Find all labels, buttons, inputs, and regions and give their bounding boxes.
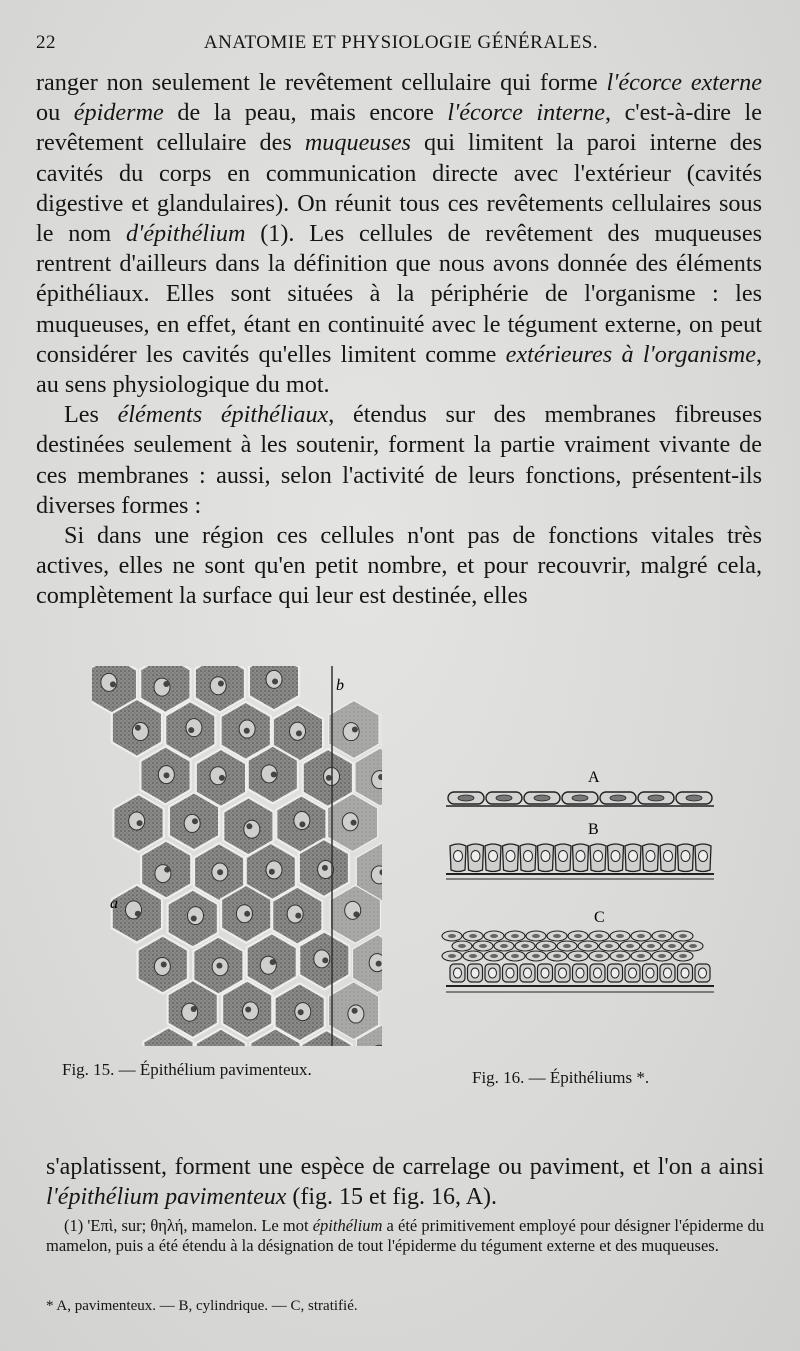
fig16-label-A: A: [588, 770, 600, 786]
strat-nucleus: [490, 934, 498, 938]
strat-nucleus: [647, 944, 655, 948]
italic-run: extérieures à l'organisme: [505, 340, 756, 368]
cylinder-nucleus: [646, 851, 655, 862]
cell-nucleolus: [298, 1009, 304, 1015]
cell-nucleolus: [352, 726, 358, 732]
strat-basal-nucleus: [506, 968, 514, 978]
strat-basal-nucleus: [541, 968, 549, 978]
text-run: de la peau, mais encore: [163, 99, 448, 127]
strat-basal-nucleus: [471, 968, 479, 978]
cell-nucleolus: [271, 772, 277, 778]
text-run: , c'est-à-dire le revêtement cellulaire des: [36, 99, 763, 157]
strat-basal-nucleus: [664, 968, 672, 978]
text-run: a été primitivement employé pour désigner l'épiderme du mamelon, puis a été étendu à la désignation de tout l'épiderme du tégument externe et des muqueuses.: [46, 1216, 764, 1255]
text-run: (1) 'Επὶ, sur; θηλή, mamelon. Le mot: [64, 1216, 313, 1235]
cell-nucleolus: [219, 775, 225, 781]
fig15-cell: [141, 841, 191, 899]
cell-nucleus: [188, 907, 204, 925]
fig15-label-a: a: [110, 895, 118, 912]
cell-nucleolus: [216, 963, 222, 969]
cell-nucleolus: [376, 961, 382, 967]
cell-nucleolus: [161, 962, 167, 968]
cell-nucleolus: [164, 867, 170, 873]
strat-basal-nucleus: [524, 968, 532, 978]
cell-nucleolus: [246, 823, 252, 829]
strat-nucleus: [689, 944, 697, 948]
strat-nucleus: [448, 954, 456, 958]
cell-nucleolus: [244, 728, 250, 734]
strat-nucleus: [637, 934, 645, 938]
strat-nucleus: [469, 934, 477, 938]
strat-nucleus: [542, 944, 550, 948]
paragraph: [36, 68, 762, 400]
page-number: 22: [36, 32, 56, 53]
italic-run: l'épithélium pavimenteux: [46, 1184, 287, 1210]
strat-basal-nucleus: [611, 968, 619, 978]
cylinder-nucleus: [559, 851, 568, 862]
flat-nucleus: [458, 795, 474, 801]
strat-basal-nucleus: [489, 968, 497, 978]
strat-basal-nucleus: [646, 968, 654, 978]
cell-nucleolus: [351, 820, 357, 826]
strat-basal-nucleus: [629, 968, 637, 978]
flat-nucleus: [572, 795, 588, 801]
body-text-continued: [46, 1152, 764, 1212]
cylinder-nucleus: [611, 851, 620, 862]
cell-nucleolus: [326, 775, 332, 781]
fig15-cell: [168, 890, 218, 948]
italic-run: l'écorce interne: [447, 99, 605, 127]
fig15-cells: [92, 666, 382, 1046]
strat-nucleus: [626, 944, 634, 948]
footnote-star: * A, pavimenteux. — B, cylindrique. — C, stratifié.: [46, 1298, 358, 1314]
strat-nucleus: [511, 934, 519, 938]
fig15-cell: [249, 666, 299, 711]
fig15-cell: [138, 936, 188, 994]
italic-run: l'écorce externe: [606, 69, 762, 96]
figure-16-epitheliums: [436, 770, 716, 1010]
strat-nucleus: [595, 934, 603, 938]
cylinder-nucleus: [576, 851, 585, 862]
cell-nucleus: [184, 814, 200, 832]
cell-nucleolus: [135, 911, 141, 917]
strat-nucleus: [469, 954, 477, 958]
cylinder-nucleus: [489, 851, 498, 862]
fig15-label-b: b: [336, 677, 344, 694]
cell-nucleolus: [188, 727, 194, 733]
flat-nucleus: [610, 795, 626, 801]
cylinder-nucleus: [471, 851, 480, 862]
cell-nucleolus: [352, 1008, 358, 1014]
cell-nucleolus: [245, 1006, 251, 1012]
strat-nucleus: [511, 954, 519, 958]
strat-nucleus: [448, 934, 456, 938]
strat-nucleus: [574, 934, 582, 938]
cell-nucleus: [260, 956, 276, 974]
fig16-row-stratified: [442, 931, 714, 992]
cell-nucleolus: [270, 959, 276, 965]
cell-nucleus: [154, 678, 170, 696]
cell-nucleolus: [191, 1006, 197, 1012]
running-title: ANATOMIE ET PHYSIOLOGIE GÉNÉRALES.: [203, 32, 599, 53]
flat-nucleus: [534, 795, 550, 801]
fig16-label-C: C: [594, 909, 605, 926]
figure-15-caption: Fig. 15. — Épithélium pavimenteux.: [62, 1060, 312, 1079]
strat-nucleus: [658, 934, 666, 938]
text-run: , au sens physiologique du mot.: [36, 340, 762, 399]
cell-nucleolus: [322, 957, 328, 963]
italic-run: éléments épithéliaux: [117, 401, 329, 429]
cylinder-nucleus: [664, 851, 673, 862]
text-run: Les: [64, 401, 118, 429]
strat-nucleus: [479, 944, 487, 948]
strat-nucleus: [490, 954, 498, 958]
strat-nucleus: [637, 954, 645, 958]
cylinder-nucleus: [541, 851, 550, 862]
cell-nucleolus: [110, 681, 116, 687]
footnote-1: [46, 1216, 764, 1256]
cell-nucleus: [182, 1003, 198, 1021]
text-run: (1). Les cellules de revêtement des muqueuses rentrent d'ailleurs dans la définition que nous avons donnée des éléments épithéliaux. Elles sont situées à la périphérie de l'organisme : les muqueuses, en effet, étant en continuité avec le tégument externe, on peut considérer les cavités qu'elles limitent comme: [36, 220, 762, 368]
cylinder-nucleus: [524, 851, 533, 862]
flat-nucleus: [686, 795, 702, 801]
cell-nucleolus: [244, 911, 250, 917]
cylinder-nucleus: [699, 851, 708, 862]
paragraph: [36, 400, 762, 521]
strat-nucleus: [679, 934, 687, 938]
fig15-cell: [112, 885, 162, 943]
strat-nucleus: [553, 934, 561, 938]
fig15-cell: [247, 933, 297, 991]
cylinder-nucleus: [681, 851, 690, 862]
strat-nucleus: [553, 954, 561, 958]
strat-nucleus: [458, 944, 466, 948]
figure-15-pavement-epithelium: [92, 666, 382, 1046]
strat-nucleus: [521, 944, 529, 948]
cell-nucleolus: [191, 915, 197, 921]
cell-nucleolus: [164, 772, 170, 778]
italic-run: d'épithélium: [126, 220, 246, 248]
running-header: [36, 32, 766, 56]
flat-nucleus: [648, 795, 664, 801]
cell-nucleolus: [135, 725, 141, 731]
fig15-cell: [113, 794, 163, 852]
cell-nucleolus: [296, 730, 302, 736]
strat-nucleus: [616, 934, 624, 938]
text-run: qui limitent la paroi interne des cavités du corps en communication directe avec l'extérieur (cavités digestive et glandulaires). On réunit tous ces revêtements cellulaires sous le nom: [36, 129, 763, 248]
fig16-label-B: B: [588, 821, 599, 838]
cell-nucleolus: [299, 821, 305, 827]
cell-nucleolus: [295, 913, 301, 919]
strat-basal-nucleus: [699, 968, 707, 978]
strat-nucleus: [605, 944, 613, 948]
strat-nucleus: [616, 954, 624, 958]
strat-nucleus: [532, 954, 540, 958]
text-run: ou: [36, 99, 74, 127]
cylinder-nucleus: [629, 851, 638, 862]
cell-nucleus: [132, 723, 148, 741]
strat-nucleus: [574, 954, 582, 958]
italic-run: épithélium: [312, 1216, 383, 1235]
text-run: Si dans une région ces cellules n'ont pas de fonctions vitales très actives, elles ne sont qu'en petit nombre, et pour recouvrir, malgré cela, complètement la surface qui leur est destinée, elles: [36, 522, 762, 610]
text-run: ranger non seulement le revêtement cellulaire qui forme: [36, 69, 607, 96]
cell-nucleolus: [353, 911, 359, 917]
strat-nucleus: [532, 934, 540, 938]
cell-nucleolus: [163, 681, 169, 687]
strat-nucleus: [668, 944, 676, 948]
cell-nucleolus: [217, 869, 223, 875]
fig15-cell: [329, 701, 379, 759]
strat-basal-nucleus: [559, 968, 567, 978]
cell-nucleolus: [272, 678, 278, 684]
footnotes: [46, 1216, 764, 1256]
cell-nucleolus: [218, 680, 224, 686]
text-run: (fig. 15 et fig. 16, A).: [286, 1184, 498, 1210]
paragraph: [36, 521, 762, 612]
strat-nucleus: [679, 954, 687, 958]
strat-basal-nucleus: [454, 968, 462, 978]
cell-nucleolus: [137, 820, 143, 826]
text-run: s'aplatissent, forment une espèce de carrelage ou paviment, et l'on a ainsi: [46, 1154, 764, 1180]
italic-run: muqueuses: [304, 129, 411, 157]
cell-nucleolus: [269, 869, 275, 875]
strat-nucleus: [658, 954, 666, 958]
strat-nucleus: [595, 954, 603, 958]
strat-basal-nucleus: [594, 968, 602, 978]
cell-nucleus: [210, 677, 226, 695]
strat-nucleus: [500, 944, 508, 948]
paragraph: [46, 1152, 764, 1212]
flat-nucleus: [496, 795, 512, 801]
cell-nucleus: [186, 719, 202, 737]
body-text: [36, 68, 762, 612]
fig16-row-cylindrical: [446, 844, 714, 879]
strat-basal-nucleus: [576, 968, 584, 978]
figure-16-caption: Fig. 16. — Épithéliums *.: [472, 1068, 650, 1087]
cylinder-nucleus: [454, 851, 463, 862]
cylinder-nucleus: [594, 851, 603, 862]
text-run: , étendus sur des membranes fibreuses destinées seulement à les soutenir, forment la partie vraiment vivante de ces membranes : aussi, selon l'activité de leurs fonctions, présentent-ils diverses formes :: [36, 401, 762, 519]
strat-nucleus: [563, 944, 571, 948]
cell-nucleus: [129, 812, 145, 830]
cell-nucleolus: [322, 865, 328, 871]
cell-nucleus: [244, 820, 260, 838]
cell-nucleolus: [192, 818, 198, 824]
cell-nucleus: [348, 1005, 364, 1023]
strat-basal-nucleus: [681, 968, 689, 978]
cylinder-nucleus: [506, 851, 515, 862]
fig16-row-pavement: [446, 792, 714, 806]
italic-run: épiderme: [73, 99, 164, 127]
figures-area: [36, 660, 766, 1130]
strat-nucleus: [584, 944, 592, 948]
